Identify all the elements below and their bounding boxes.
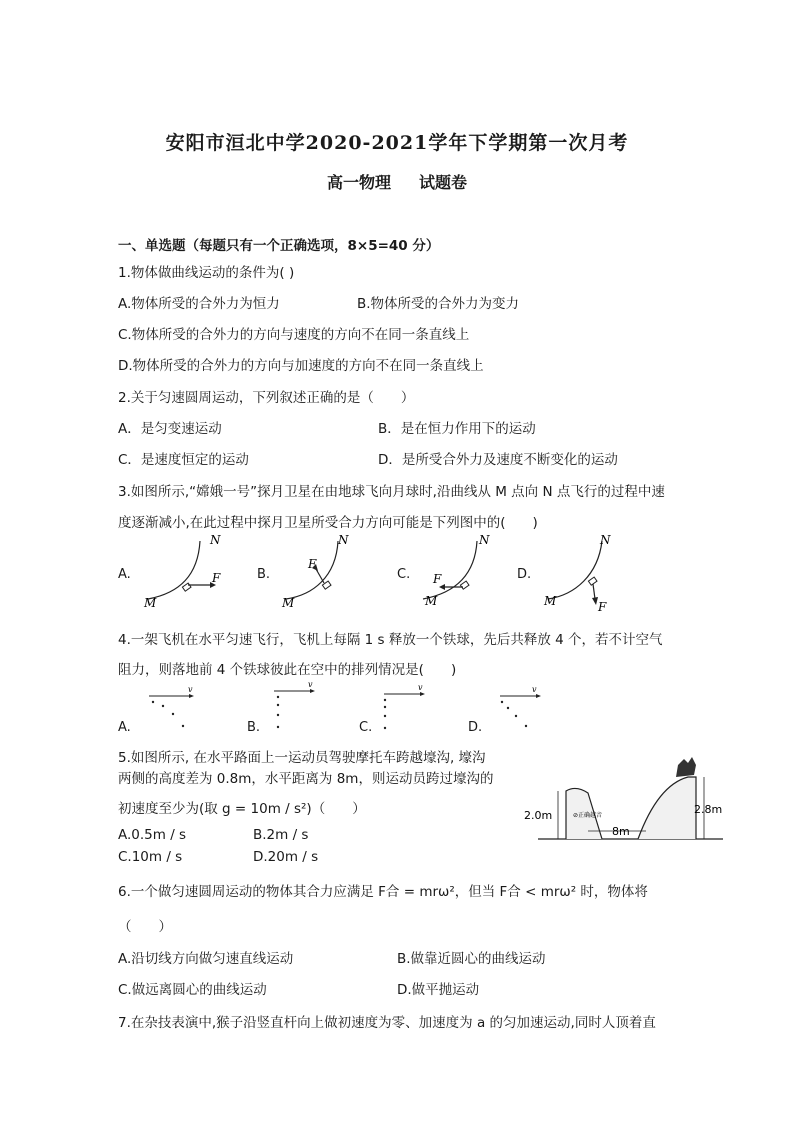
q5-height-right-label: 2.8m xyxy=(694,803,723,816)
q3-d-n-label: N xyxy=(600,533,611,547)
q4-fig-label-b: B. xyxy=(247,720,261,735)
q4-d-v-label: v xyxy=(532,685,537,694)
q4-figure-c xyxy=(380,683,440,736)
q2-option-c: C．是速度恒定的运动 xyxy=(118,452,249,468)
q6-option-a: A.沿切线方向做匀速直线运动 xyxy=(118,951,294,967)
q3-b-n-label: N xyxy=(338,533,349,547)
q3-b-m-label: M xyxy=(282,596,295,610)
q1-option-d: D.物体所受的合外力的方向与加速度的方向不在同一条直线上 xyxy=(118,358,484,374)
q7-stem-line1: 7.在杂技表演中,猴子沿竖直杆向上做初速度为零、加速度为 a 的匀加速运动,同时人顶着直 xyxy=(118,1015,656,1031)
q4-figure-d xyxy=(496,686,556,736)
q2-option-d: D．是所受合外力及速度不断变化的运动 xyxy=(378,452,618,468)
q4-figure-a xyxy=(145,686,205,736)
q3-fig-label-a: A. xyxy=(118,567,131,582)
q3-c-m-label: M xyxy=(425,594,438,608)
q3-figure-a xyxy=(140,535,240,610)
q4-fig-label-d: D. xyxy=(468,720,483,735)
exam-title: 安阳市洹北中学2020-2021学年下学期第一次月考 xyxy=(165,132,629,154)
q3-b-f-label: F xyxy=(308,557,317,571)
exam-subtitle xyxy=(0,170,794,193)
q6-stem-line2: （ ） xyxy=(118,919,172,935)
q3-a-m-label: M xyxy=(144,596,157,610)
q5-stem-line3: 初速度至少为(取 g = 10m / s²)（ ） xyxy=(118,801,366,817)
q5-stem-line1: 5.如图所示, 在水平路面上一运动员驾驶摩托车跨越壕沟, 壕沟 xyxy=(118,750,486,766)
q4-fig-label-c: C. xyxy=(359,720,373,735)
q4-c-v-label: v xyxy=(418,683,423,692)
q3-stem-line2: 度逐渐减小,在此过程中探月卫星所受合力方向可能是下列图中的( ) xyxy=(118,515,538,531)
q2-option-b: B．是在恒力作用下的运动 xyxy=(378,421,536,437)
q3-fig-label-d: D. xyxy=(517,567,532,582)
q2-option-a: A．是匀变速运动 xyxy=(118,421,222,437)
q5-ditch-figure xyxy=(518,745,728,845)
q4-fig-label-a: A. xyxy=(118,720,131,735)
q4-stem-line1: 4.一架飞机在水平匀速飞行，飞机上每隔 1 s 释放一个铁球，先后共释放 4 个，若不计空气 xyxy=(118,632,663,648)
q5-distance-label: 8m xyxy=(612,825,630,838)
q4-stem-line2: 阻力，则落地前 4 个铁球彼此在空中的排列情况是( ) xyxy=(118,662,457,678)
q3-a-f-label: F xyxy=(212,571,221,585)
section-heading: 一、单选题（每题只有一个正确选项，8×5=40 分） xyxy=(118,238,440,254)
q1-option-b: B.物体所受的合外力为变力 xyxy=(357,296,520,312)
q4-b-v-label: v xyxy=(308,680,313,689)
q4-figure-b xyxy=(270,680,330,733)
q1-option-c: C.物体所受的合外力的方向与速度的方向不在同一条直线上 xyxy=(118,327,470,343)
q1-stem: 1.物体做曲线运动的条件为( ) xyxy=(118,265,295,281)
paper-label: 试题卷 xyxy=(419,173,468,192)
q5-height-left-label: 2.0m xyxy=(524,809,553,822)
q3-d-m-label: M xyxy=(544,594,557,608)
q5-option-d: D.20m / s xyxy=(253,849,319,865)
q4-a-v-label: v xyxy=(188,685,193,694)
q6-stem-line1: 6.一个做匀速圆周运动的物体其合力应满足 F合 = mrω²，但当 F合 < mrω² 时，物体将 xyxy=(118,884,648,900)
subject-label: 高一物理 xyxy=(326,173,391,192)
q3-c-f-label: F xyxy=(433,572,442,586)
q5-option-b: B.2m / s xyxy=(253,827,309,843)
q2-stem: 2.关于匀速圆周运动，下列叙述正确的是（ ） xyxy=(118,390,415,406)
q5-sign-label: ⊘正确越音 xyxy=(573,812,603,819)
q3-figure-c xyxy=(415,535,515,610)
q6-option-c: C.做远离圆心的曲线运动 xyxy=(118,982,267,998)
q3-fig-label-c: C. xyxy=(397,567,411,582)
q3-d-f-label: F xyxy=(598,600,607,614)
q5-option-c: C.10m / s xyxy=(118,849,183,865)
q3-a-n-label: N xyxy=(210,533,221,547)
q5-option-a: A.0.5m / s xyxy=(118,827,187,843)
q5-stem-line2: 两侧的高度差为 0.8m，水平距离为 8m，则运动员跨过壕沟的 xyxy=(118,771,494,787)
q3-c-n-label: N xyxy=(479,533,490,547)
q3-figure-b xyxy=(278,535,378,610)
q3-fig-label-b: B. xyxy=(257,567,271,582)
q6-option-b: B.做靠近圆心的曲线运动 xyxy=(397,951,546,967)
q3-figure-d xyxy=(540,535,640,615)
q1-option-a: A.物体所受的合外力为恒力 xyxy=(118,296,280,312)
q3-stem-line1: 3.如图所示,“嫦娥一号”探月卫星在由地球飞向月球时,沿曲线从 M 点向 N 点飞行的过程中速 xyxy=(118,484,665,500)
q6-option-d: D.做平抛运动 xyxy=(397,982,480,998)
